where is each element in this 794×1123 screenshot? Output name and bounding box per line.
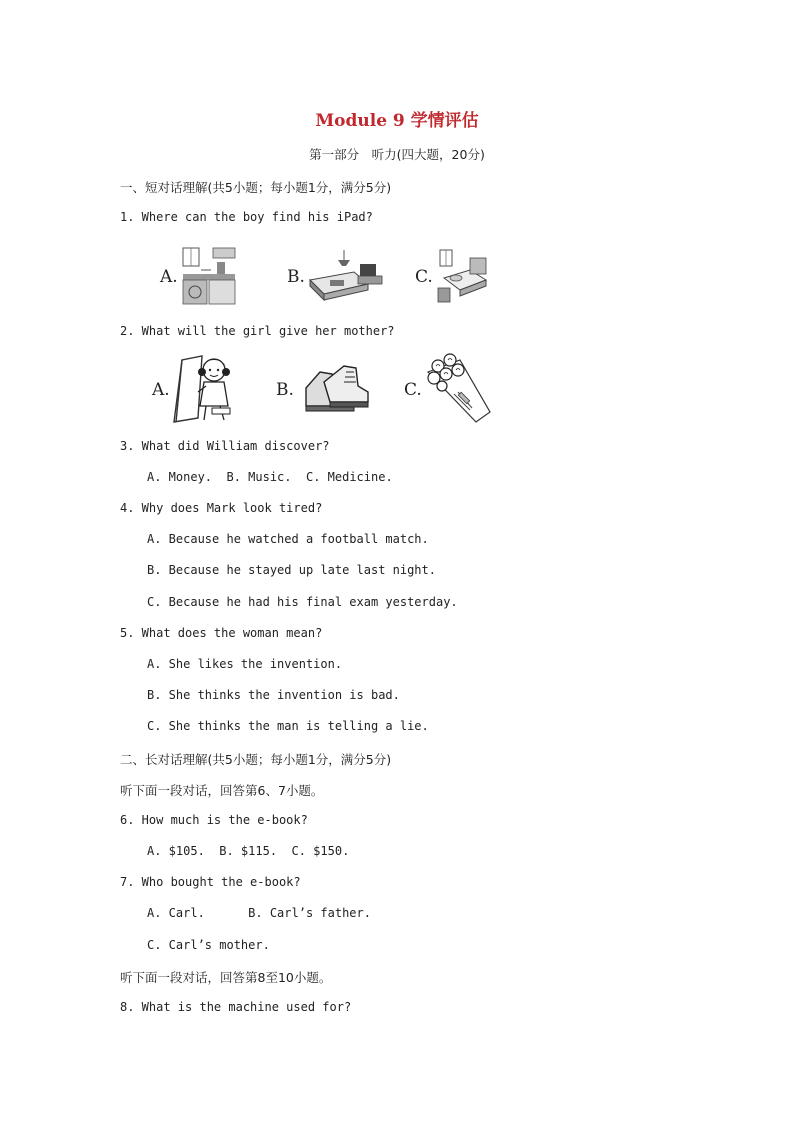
q6-option-a: A. $105. [147,844,205,858]
q3-option-b: B. Music. [226,470,292,484]
page-title: Module 9 学情评估 [315,111,479,131]
question-3: 3. What did William discover? [120,439,330,453]
section2-intro-1: 听下面一段对话，回答第6、7小题。 [120,783,324,798]
q5-option-b: B. She thinks the invention is bad. [147,688,400,702]
q3-options [147,470,393,484]
q1-option-b-label: B. [287,267,305,287]
section2-intro-2: 听下面一段对话，回答第8至10小题。 [120,970,332,985]
q3-option-a: A. Money. [147,470,213,484]
q6-option-c: C. $150. [291,844,350,858]
q1-option-c-label: C. [415,267,433,287]
q7-options-row1 [147,906,371,920]
q4-option-b: B. Because he stayed up late last night. [147,563,436,577]
q2-option-c-label: C. [404,380,422,400]
flowers-picture-icon [424,352,494,424]
q6-options [147,844,349,858]
part-heading: 第一部分 听力(四大题，20分) [309,147,485,162]
question-6: 6. How much is the e-book? [120,813,308,827]
question-8: 8. What is the machine used for? [120,1000,352,1014]
q2-option-a-label: A. [152,380,170,400]
question-5: 5. What does the woman mean? [120,626,323,640]
q7-option-b: B. Carl’s father. [248,906,371,920]
q4-option-c: C. Because he had his final exam yesterday. [147,595,458,609]
q5-option-c: C. She thinks the man is telling a lie. [147,719,429,733]
living-room-picture-icon [308,250,384,302]
kitchen-picture-icon [181,246,237,306]
question-7: 7. Who bought the e-book? [120,875,301,889]
bedroom-picture-icon [436,248,490,304]
q7-option-a: A. Carl. [147,906,205,920]
q5-option-a: A. She likes the invention. [147,657,343,671]
q4-option-a: A. Because he watched a football match. [147,532,429,546]
section2-heading: 二、长对话理解(共5小题；每小题1分，满分5分) [120,752,392,767]
q2-option-b-label: B. [276,380,294,400]
question-4: 4. Why does Mark look tired? [120,501,323,515]
shoes-picture-icon [300,360,370,416]
q3-option-c: C. Medicine. [305,470,393,484]
q6-option-b: B. $115. [219,844,278,858]
girl-drawing-picture-icon [172,352,234,424]
q1-option-a-label: A. [160,267,178,287]
question-1: 1. Where can the boy find his iPad? [120,210,373,224]
question-2: 2. What will the girl give her mother? [120,324,395,338]
q7-option-c: C. Carl’s mother. [147,938,270,952]
section1-heading: 一、短对话理解(共5小题；每小题1分，满分5分) [120,180,392,195]
